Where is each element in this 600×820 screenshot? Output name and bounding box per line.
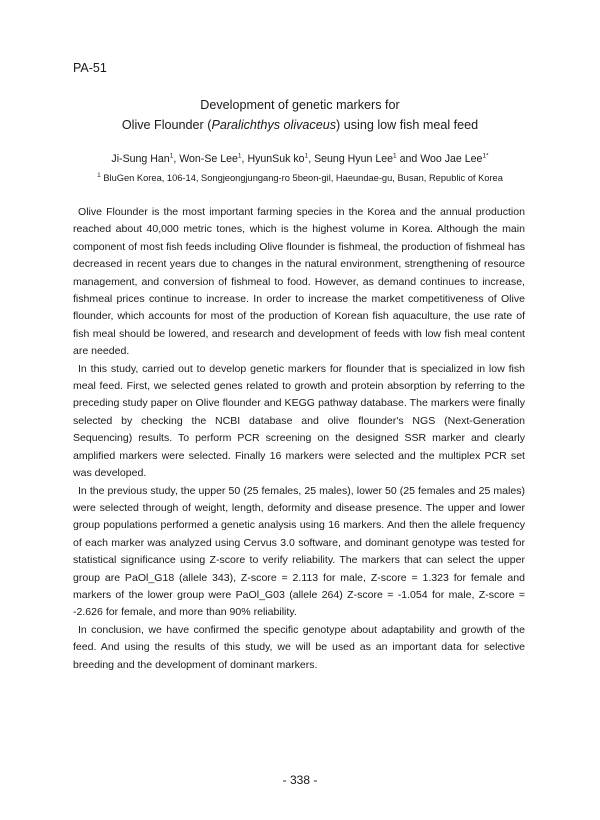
author-affiliation-mark: 1 xyxy=(393,152,397,160)
author-name: Won-Se Lee xyxy=(179,153,238,165)
paragraph-conclusion: In conclusion, we have confirmed the specific genotype about adaptability and growth of the feed. And using the results of this study, we will be used as an important data for selective breeding and the development of dominant markers. xyxy=(73,623,525,671)
author-name: HyunSuk ko xyxy=(247,153,305,165)
abstract-code: PA-51 xyxy=(73,61,107,75)
species-name: Paralichthys olivaceus xyxy=(211,118,337,132)
affiliation-text: BluGen Korea, 106-14, Songjeongjungang-ro 5beon-gil, Haeundae-gu, Busan, Republic of Korea xyxy=(103,173,503,183)
author-separator: , xyxy=(173,153,180,165)
page-number: - 338 - xyxy=(282,773,318,787)
author xyxy=(179,153,247,165)
title-line-1: Development of genetic markers for xyxy=(200,98,400,112)
paragraph-background: Olive Flounder is the most important farming species in the Korea and the annual production reached about 40,000 metric tones, which is the highest volume in Korea. Although the main component of most fish feeds including Olive flounder is fishmeal, the production of fishmeal has decreased in recent years due to changes in the natural environment, strengthening of resource management, and conversion of fishmeal to food. However, as demand continues to increase, fishmeal prices continue to increase. In order to increase the market competitiveness of Olive flounder, which accounts for most of the production of Korean fish aquaculture, the use rate of fish meal should be lowered, and research and development of feeds with low fish meal content are needed. xyxy=(73,206,525,358)
affiliation-mark: 1 xyxy=(97,171,101,179)
author xyxy=(247,153,314,165)
author xyxy=(111,153,179,165)
author xyxy=(314,153,420,165)
author-name: Woo Jae Lee xyxy=(420,153,483,165)
author-separator: , xyxy=(308,153,315,165)
author xyxy=(420,153,488,165)
title-line-2 xyxy=(0,115,600,135)
abstract-body xyxy=(73,204,525,674)
paper-title xyxy=(0,95,600,135)
author-separator: and xyxy=(396,153,421,165)
author-separator: , xyxy=(241,153,248,165)
author-affiliation-mark: 1* xyxy=(482,152,489,160)
author-affiliation-mark: 1 xyxy=(237,152,242,160)
paragraph-methods: In this study, carried out to develop genetic markers for flounder that is specialized in low fish meal feed. First, we selected genes related to growth and protein absorption by referring to the preceding study paper on Olive flounder and KEGG pathway database. The markers were finally selected by checking the NCBI database and olive flounder's NGS (Next-Generation Sequencing) results. To perform PCR screening on the designed SSR marker and clearly amplified markers were selected. Finally 16 markers were selected and the multiplex PCR set was developed. xyxy=(73,362,525,480)
title-line-2-pre: Olive Flounder ( xyxy=(121,118,212,132)
author-name: Seung Hyun Lee xyxy=(314,153,394,165)
title-line-2-post: ) using low fish meal feed xyxy=(336,118,479,132)
author-affiliation-mark: 1 xyxy=(304,152,309,160)
author-list xyxy=(0,152,600,166)
paragraph-results: In the previous study, the upper 50 (25 females, 25 males), lower 50 (25 females and 25 males) were selected through of weight, length, deformity and disease presence. The upper and lower group populations performed a genetic analysis using 16 markers. And then the allele frequency of each marker was analyzed using Cervus 3.0 software, and dominant genotype was tested for statistical significance using Z-score to verify reliability. The markers that can select the upper group are PaOl_G18 (allele 343), Z-score = 2.113 for male, Z-score = 1.323 for female and markers of the lower group were PaOl_G03 (allele 264) Z-score = -1.054 for male, Z-score = -2.626 for female, and more than 90% reliability. xyxy=(73,484,525,619)
affiliation xyxy=(0,172,600,184)
author-name: Ji-Sung Han xyxy=(111,153,170,165)
author-affiliation-mark: 1 xyxy=(169,152,174,160)
